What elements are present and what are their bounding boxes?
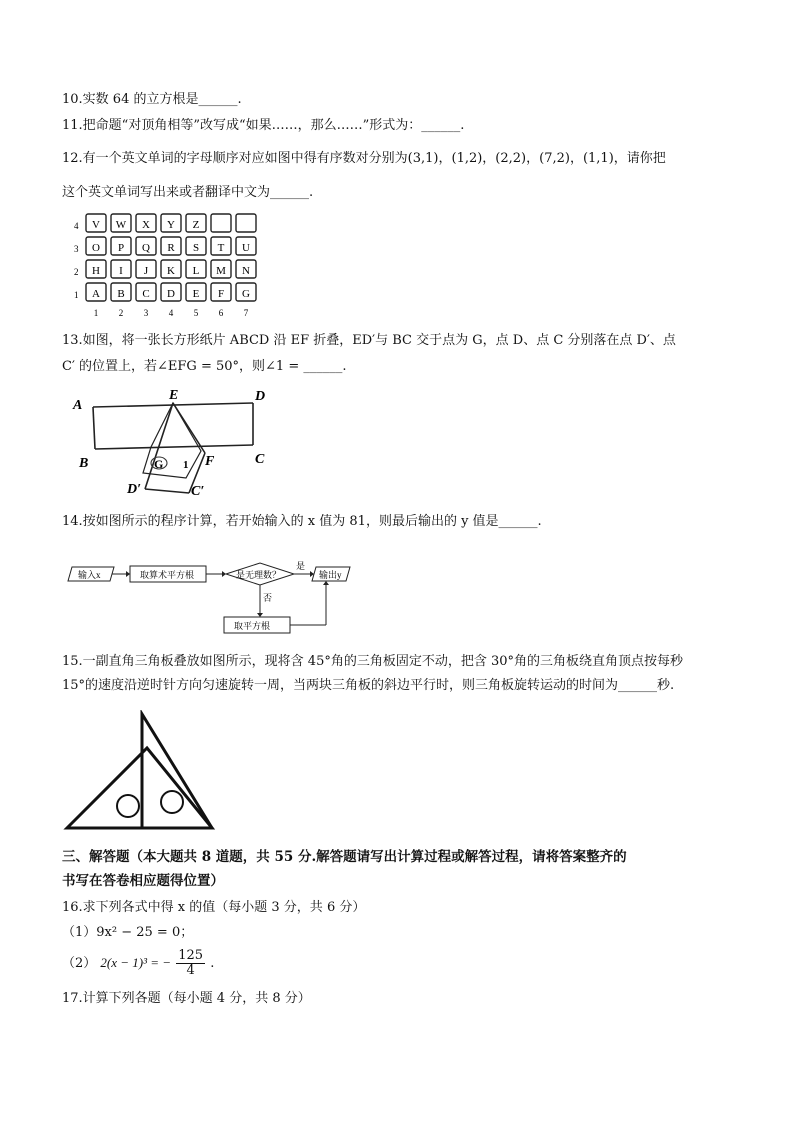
flow-no: 否: [263, 593, 273, 603]
grid-letter: V: [92, 219, 100, 231]
label-D: D: [255, 389, 266, 404]
q14-text: 14.按如图所示的程序计算，若开始输入的 x 值为 81，则最后输出的 y 值是______.: [62, 514, 542, 529]
q16-fraction-den: 4: [186, 963, 195, 978]
flow-step2: 取平方根: [234, 621, 271, 631]
grid-col-label: 3: [143, 308, 149, 318]
grid-letter: B: [117, 288, 125, 300]
grid-letter: C: [142, 288, 150, 300]
grid-letter: M: [216, 265, 226, 277]
grid-letter: G: [242, 288, 250, 300]
grid-letter: J: [143, 265, 149, 277]
grid-col-label: 4: [168, 308, 174, 318]
grid-letter: X: [142, 219, 150, 231]
grid-row-label: 4: [74, 221, 79, 231]
label-1: 1: [183, 459, 189, 471]
q10-text: 10.实数 64 的立方根是______.: [62, 92, 242, 107]
label-E: E: [169, 388, 179, 403]
grid-letter: L: [192, 265, 200, 277]
q17-text: 17.计算下列各题（每小题 4 分，共 8 分）: [62, 991, 311, 1006]
grid-col-label: 7: [243, 308, 249, 318]
grid-letter: E: [192, 288, 200, 300]
grid-letter: H: [92, 265, 100, 277]
grid-row-label: 1: [74, 290, 79, 300]
q13-line2: C′ 的位置上，若∠EFG = 50°，则∠1 = ______.: [62, 359, 347, 374]
label-B: B: [79, 456, 89, 471]
q15-line2: 15°的速度沿逆时针方向匀速旋转一周，当两块三角板的斜边平行时，则三角板旋转运动的时间为______秒.: [62, 678, 675, 693]
q16-text: 16.求下列各式中得 x 的值（每小题 3 分，共 6 分）: [62, 900, 366, 915]
q16-part1: （1）9x² − 25 = 0；: [62, 925, 194, 940]
grid-letter: O: [92, 242, 100, 254]
q12-line1: 12.有一个英文单词的字母顺序对应如图中得有序数对分别为(3,1)，(1,2)，(2,2)，(7,2)，(1,1)，请你把: [62, 151, 666, 166]
q11-text: 11.把命题“对顶角相等”改写成“如果……，那么……”形式为：______.: [62, 118, 465, 133]
grid-letter: Z: [192, 219, 200, 231]
q14-flowchart: [64, 555, 364, 637]
label-G: G: [154, 457, 164, 471]
grid-letter: A: [92, 288, 100, 300]
grid-letter: P: [117, 242, 125, 254]
flow-output: 输出y: [319, 570, 342, 580]
q16-fraction: [176, 949, 205, 978]
label-Cprime: C′: [191, 484, 205, 499]
grid-col-label: 1: [93, 308, 99, 318]
grid-letter: F: [217, 288, 225, 300]
grid-col-label: 2: [118, 308, 124, 318]
grid-row-label: 3: [74, 244, 79, 254]
grid-letter: W: [115, 219, 127, 231]
label-A: A: [73, 398, 83, 413]
grid-col-label: 5: [193, 308, 199, 318]
q16-part2-equation: 2(x − 1)³ = −: [100, 955, 172, 970]
q13-line1: 13.如图，将一张长方形纸片 ABCD 沿 EF 折叠，ED′与 BC 交于点为 G，点 D、点 C 分别落在点 D′、点: [62, 333, 676, 348]
grid-cell: [236, 214, 256, 232]
grid-letter: Q: [142, 242, 150, 254]
q12-letter-grid: [72, 210, 282, 320]
grid-letter: R: [167, 242, 175, 254]
section3-line1: 三、解答题（本大题共 8 道题，共 55 分.解答题请写出计算过程或解答过程，请将答案整齐的: [62, 849, 627, 865]
flow-step1: 取算术平方根: [140, 570, 195, 580]
section3-line2: 书写在答卷相应题得位置）: [62, 873, 224, 889]
grid-col-label: 6: [218, 308, 224, 318]
grid-cell: [211, 214, 231, 232]
grid-row-label: 2: [74, 267, 79, 277]
flow-yes: 是: [296, 561, 306, 571]
grid-letter: Y: [167, 219, 175, 231]
flow-input: 输入x: [78, 570, 101, 580]
grid-letter: K: [167, 265, 175, 277]
label-F: F: [205, 454, 215, 469]
q16-part2-label: （2）: [62, 956, 97, 971]
q16-fraction-num: 125: [178, 948, 204, 963]
label-Dprime: D′: [127, 482, 142, 497]
q15-line1: 15.一副直角三角板叠放如图所示，现将含 45°角的三角板固定不动，把含 30°角的三角板绕直角顶点按每秒: [62, 654, 684, 669]
grid-letter: S: [192, 242, 200, 254]
flow-decision: 是无理数？: [236, 570, 282, 580]
grid-letter: T: [217, 242, 225, 254]
q16-part2: [62, 949, 214, 985]
q16-part2-end: .: [210, 956, 215, 971]
q12-line2: 这个英文单词写出来或者翻译中文为______.: [62, 185, 314, 200]
label-C: C: [255, 452, 265, 467]
grid-letter: I: [119, 265, 123, 277]
q15-triangles: [62, 710, 222, 832]
grid-letter: N: [242, 265, 250, 277]
grid-letter: U: [242, 242, 250, 254]
grid-letter: D: [167, 288, 175, 300]
q13-fold-figure: [65, 385, 285, 500]
